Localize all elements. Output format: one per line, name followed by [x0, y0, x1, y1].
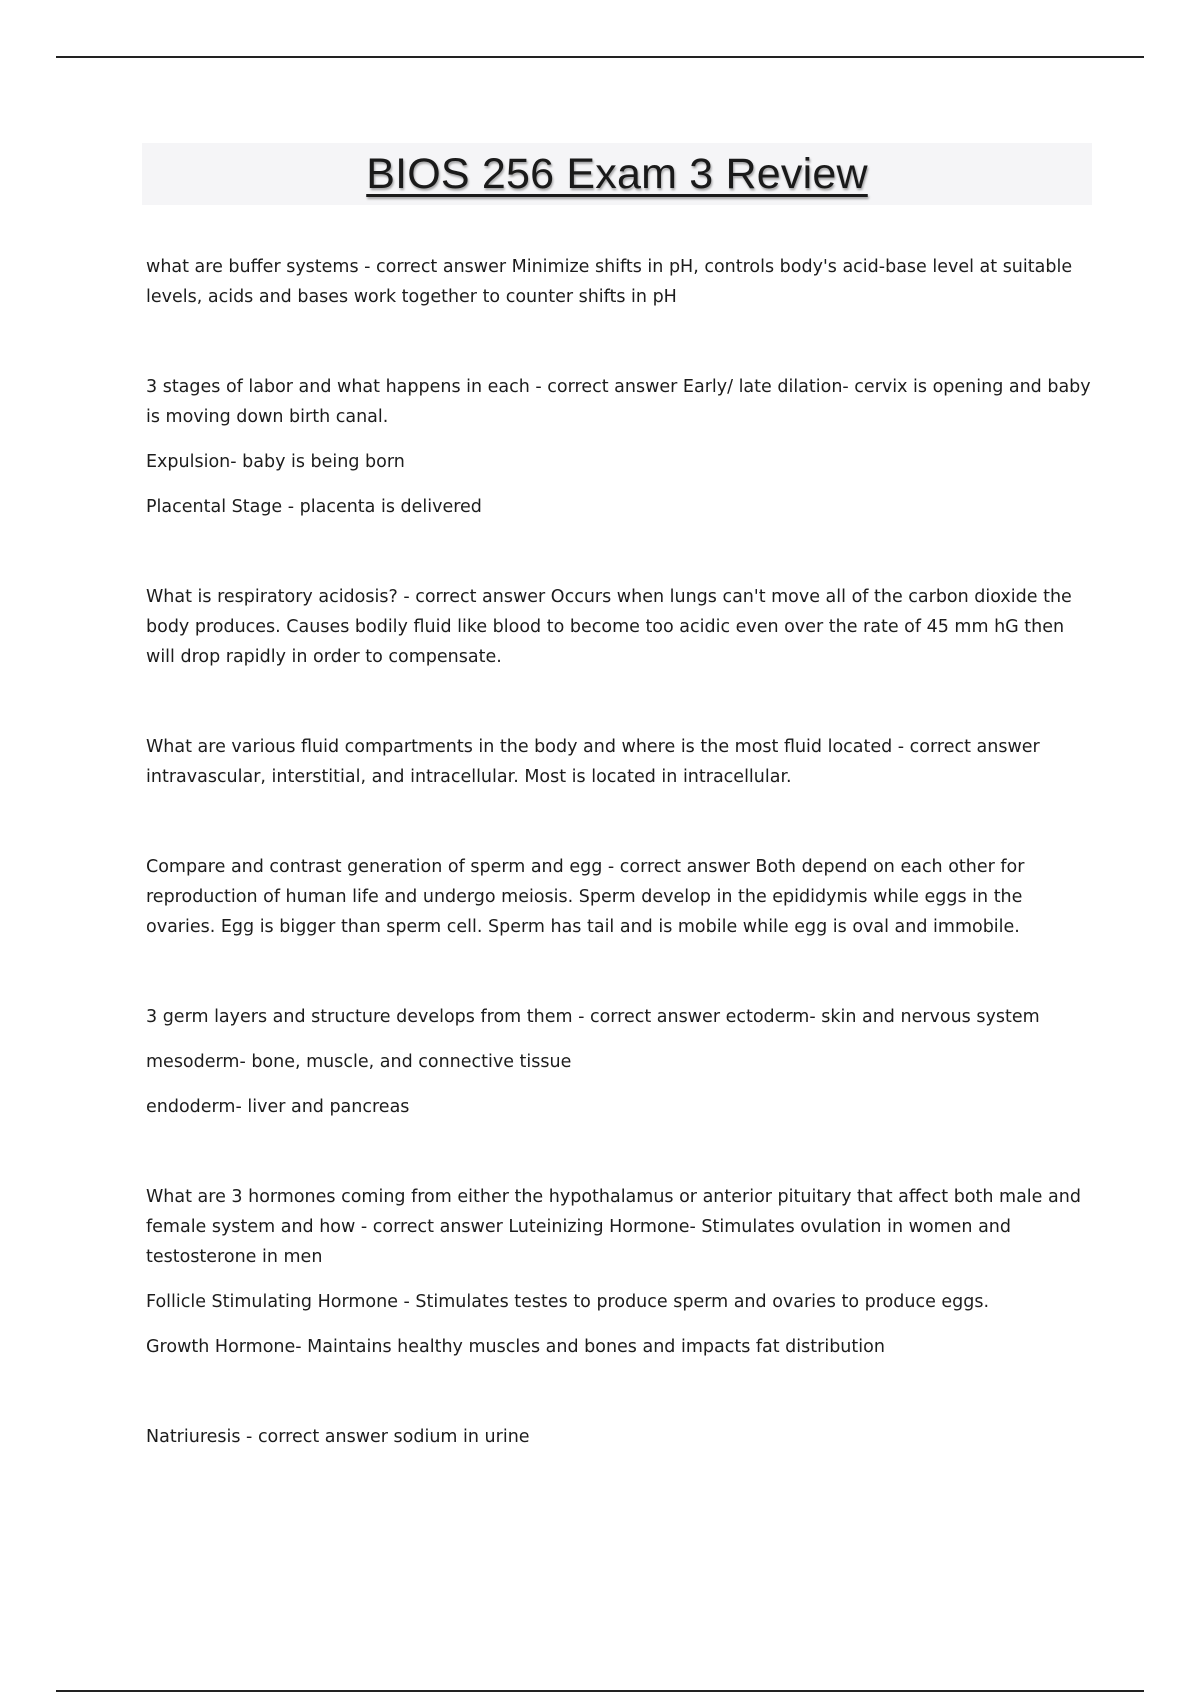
qa-paragraph: Placental Stage - placenta is delivered [146, 497, 482, 517]
qa-paragraph: Follicle Stimulating Hormone - Stimulates testes to produce sperm and ovaries to produce eggs. [146, 1292, 990, 1312]
document-title: BIOS 256 Exam 3 Review [366, 149, 868, 198]
qa-paragraph: What is respiratory acidosis? - correct answer Occurs when lungs can't move all of the carbon dioxide the body produces. Causes bodily fluid like blood to become too acidic even over the rate of 45 mm hG then will drop rapidly in order to compensate. [146, 587, 1072, 667]
qa-paragraph: Growth Hormone- Maintains healthy muscles and bones and impacts fat distribution [146, 1337, 885, 1357]
qa-paragraph: 3 stages of labor and what happens in each - correct answer Early/ late dilation- cervix is opening and baby is moving down birth canal. [146, 377, 1091, 427]
top-rule [56, 56, 1144, 58]
qa-item-hormones [146, 1182, 1096, 1362]
qa-item-fluid-compartments [146, 732, 1096, 792]
qa-list [146, 252, 1096, 1512]
qa-item-germ-layers [146, 1002, 1096, 1122]
qa-paragraph: What are various fluid compartments in the body and where is the most fluid located - correct answer intravascular, interstitial, and intracellular. Most is located in intracellular. [146, 737, 1040, 787]
qa-item-sperm-and-egg [146, 852, 1096, 942]
qa-item-buffer-systems [146, 252, 1096, 312]
qa-paragraph: Expulsion- baby is being born [146, 452, 405, 472]
title-band [142, 143, 1092, 205]
qa-paragraph: 3 germ layers and structure develops from them - correct answer ectoderm- skin and nervous system [146, 1007, 1040, 1027]
qa-item-stages-of-labor [146, 372, 1096, 522]
qa-paragraph: what are buffer systems - correct answer Minimize shifts in pH, controls body's acid-base level at suitable levels, acids and bases work together to counter shifts in pH [146, 257, 1073, 307]
qa-paragraph: Natriuresis - correct answer sodium in urine [146, 1427, 530, 1447]
bottom-rule [56, 1690, 1144, 1692]
qa-paragraph: What are 3 hormones coming from either the hypothalamus or anterior pituitary that affect both male and female system and how - correct answer Luteinizing Hormone- Stimulates ovulation in women and testosterone in men [146, 1187, 1081, 1267]
qa-item-respiratory-acidosis [146, 582, 1096, 672]
qa-paragraph: endoderm- liver and pancreas [146, 1097, 410, 1117]
qa-paragraph: Compare and contrast generation of sperm and egg - correct answer Both depend on each other for reproduction of human life and undergo meiosis. Sperm develop in the epididymis while eggs in the ovaries. Egg is bigger than sperm cell. Sperm has tail and is mobile while egg is oval and immobile. [146, 857, 1025, 937]
qa-paragraph: mesoderm- bone, muscle, and connective tissue [146, 1052, 572, 1072]
qa-item-natriuresis [146, 1422, 1096, 1452]
